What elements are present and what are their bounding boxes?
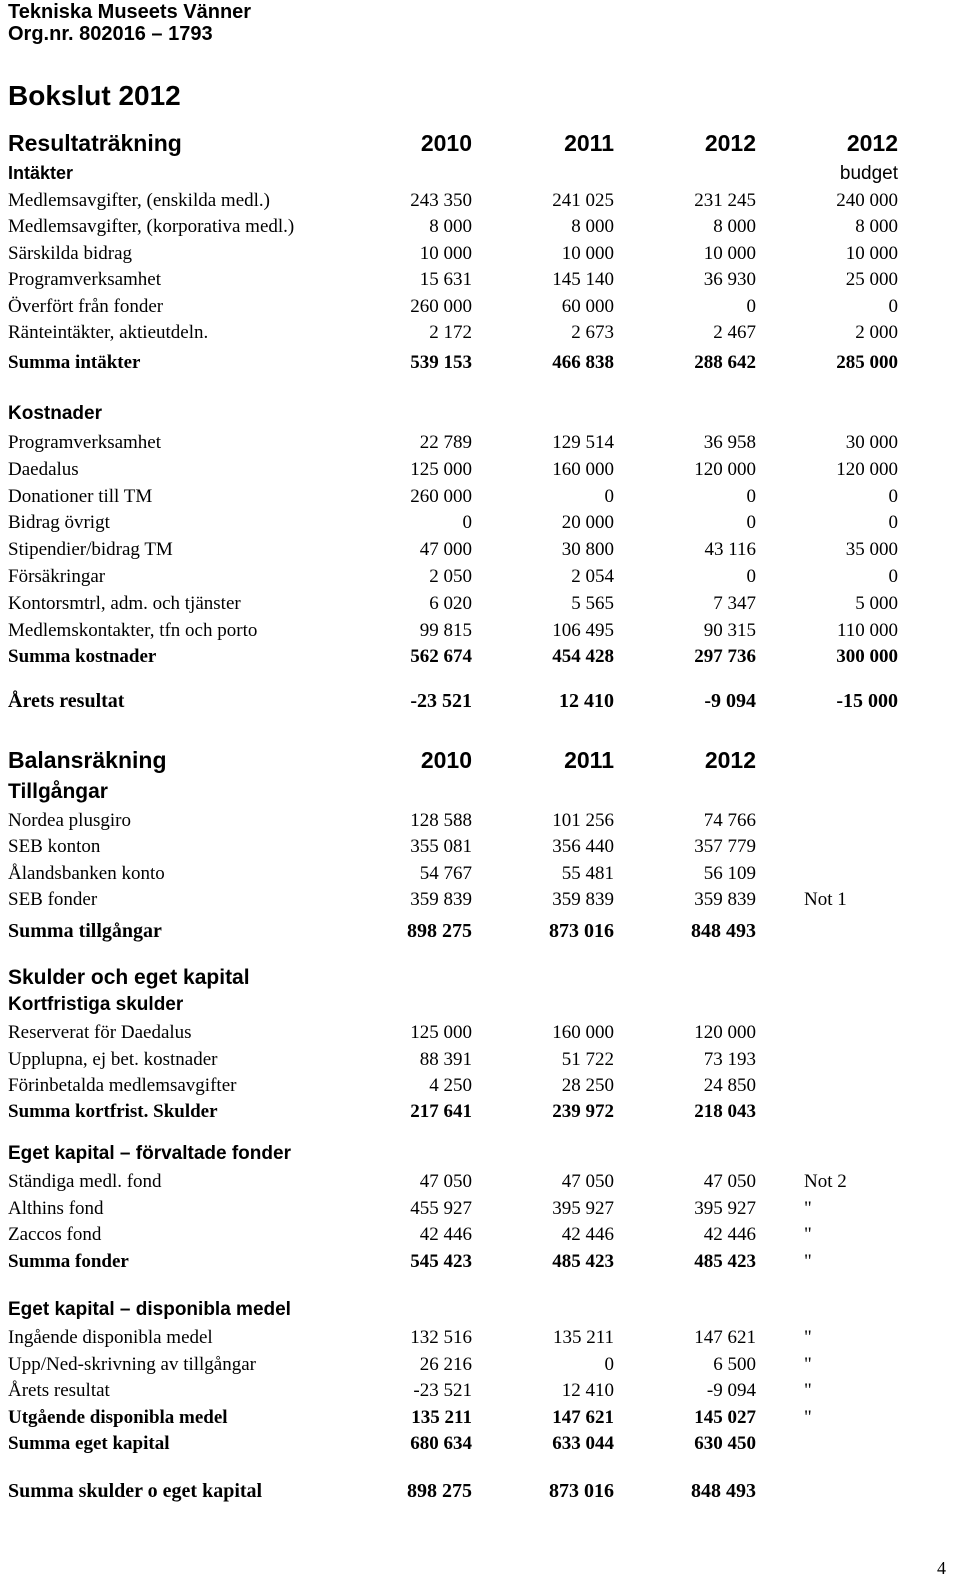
sum-row [8, 350, 948, 376]
cell-value: 873 016 [549, 1480, 614, 1502]
cell-value: 395 927 [552, 1197, 614, 1219]
cell-value: 0 [888, 566, 898, 587]
row-label: Summa fonder [8, 1251, 129, 1272]
tillgangar-label-text: Tillgångar [8, 780, 108, 803]
disponibla-label-text: Eget kapital – disponibla medel [8, 1299, 291, 1320]
cell-value: 36 958 [703, 432, 756, 453]
cell-value: 680 634 [410, 1433, 472, 1455]
cell-value: 30 800 [561, 539, 614, 561]
cell-value: 120 000 [694, 458, 756, 480]
year-label: 2012 [704, 130, 756, 156]
cell-value: 0 [746, 566, 756, 587]
cell-value: 355 081 [410, 836, 472, 858]
cell-value: 297 736 [694, 646, 756, 667]
row-note: " [804, 1251, 812, 1272]
row-label: Summa skulder o eget kapital [8, 1480, 263, 1502]
cell-value: 145 027 [694, 1406, 756, 1428]
row-label: Försäkringar [8, 566, 106, 587]
year-label: 2012 [846, 130, 898, 156]
table-row [8, 618, 948, 644]
cell-value: 285 000 [836, 352, 898, 373]
cell-value: 466 838 [552, 352, 614, 373]
cell-value: 12 410 [559, 690, 614, 712]
resultat-heading: Resultaträkning [8, 130, 182, 156]
cell-value: 55 481 [561, 862, 614, 884]
cell-value: 4 250 [429, 1075, 472, 1096]
table-row [8, 1047, 948, 1073]
table-row [8, 1073, 948, 1099]
year-label: 2011 [564, 747, 614, 773]
row-label: Zaccos fond [8, 1224, 102, 1245]
page-number: 4 [937, 1558, 946, 1578]
table-row [8, 887, 948, 913]
cell-value: 160 000 [552, 458, 614, 480]
cell-value: 2 467 [713, 322, 756, 343]
cell-value: 26 216 [419, 1353, 472, 1375]
table-row [8, 267, 948, 293]
row-label: Nordea plusgiro [8, 810, 131, 831]
table-row [8, 294, 948, 320]
cell-value: 73 193 [703, 1048, 756, 1070]
cell-value: 0 [746, 512, 756, 534]
row-label: Medlemsavgifter, (enskilda medl.) [8, 190, 270, 211]
table-row [8, 1405, 948, 1431]
cell-value: 47 050 [561, 1171, 614, 1192]
year-label: 2010 [420, 747, 472, 773]
cell-value: 630 450 [694, 1433, 756, 1455]
cell-value: 12 410 [561, 1380, 614, 1402]
table-row [8, 1325, 948, 1351]
skulder-label-text: Skulder och eget kapital [8, 966, 250, 989]
cell-value: 24 850 [703, 1075, 756, 1096]
row-label: Årets resultat [8, 1380, 110, 1402]
table-row [8, 188, 948, 214]
cell-value: 106 495 [552, 619, 614, 641]
sum-row [8, 644, 948, 670]
cell-value: 43 116 [704, 539, 756, 561]
cell-value: 99 815 [419, 619, 472, 641]
cell-value: 2 000 [855, 322, 898, 343]
kostnader-label [8, 403, 948, 429]
row-label: Daedalus [8, 458, 79, 480]
row-label: Programverksamhet [8, 269, 162, 291]
row-label: Donationer till TM [8, 485, 153, 507]
cell-value: 359 839 [552, 888, 614, 910]
cell-value: 90 315 [703, 619, 756, 641]
fonder-label-text: Eget kapital – förvaltade fonder [8, 1143, 291, 1164]
table-row [8, 591, 948, 617]
table-row [8, 1378, 948, 1404]
cell-value: 10 000 [845, 242, 898, 264]
table-row [8, 457, 948, 483]
kortfristiga-label-text: Kortfristiga skulder [8, 994, 184, 1015]
cell-value: 74 766 [703, 810, 756, 831]
cell-value: 243 350 [410, 190, 472, 211]
cell-value: 30 000 [845, 432, 898, 453]
row-label: Upp/Ned-skrivning av tillgångar [8, 1353, 257, 1375]
table-row [8, 537, 948, 563]
balans-header [8, 747, 948, 773]
row-label: Kontorsmtrl, adm. och tjänster [8, 592, 241, 614]
cell-value: 848 493 [691, 920, 756, 942]
table-row [8, 484, 948, 510]
cell-value: 0 [746, 485, 756, 507]
cell-value: 485 423 [552, 1251, 614, 1272]
table-row [8, 1431, 948, 1457]
table-row [8, 1352, 948, 1378]
cell-value: 47 000 [419, 539, 472, 561]
cell-value: 42 446 [419, 1224, 472, 1245]
cell-value: 873 016 [549, 920, 614, 942]
row-label: Stipendier/bidrag TM [8, 539, 173, 561]
row-label: Upplupna, ej bet. kostnader [8, 1048, 218, 1070]
cell-value: 359 839 [410, 888, 472, 910]
cell-value: 135 211 [411, 1406, 472, 1428]
row-label: Förinbetalda medlemsavgifter [8, 1075, 237, 1096]
row-note: Not 1 [804, 888, 847, 910]
row-label: Althins fond [8, 1197, 104, 1219]
year-label: 2012 [704, 747, 756, 773]
cell-value: 135 211 [552, 1327, 614, 1348]
result-row [8, 688, 948, 714]
cell-value: 5 000 [855, 592, 898, 614]
cell-value: -23 521 [413, 1380, 472, 1402]
cell-value: 8 000 [855, 216, 898, 238]
disponibla-label [8, 1299, 948, 1325]
cell-value: -9 094 [706, 1380, 756, 1402]
cell-value: 28 250 [561, 1075, 614, 1096]
table-row [8, 834, 948, 860]
cell-value: 288 642 [694, 352, 756, 373]
cell-value: 10 000 [419, 242, 472, 264]
cell-value: 54 767 [419, 862, 472, 884]
row-label: Ränteintäkter, aktieutdeln. [8, 322, 209, 343]
cell-value: 395 927 [694, 1197, 756, 1219]
cell-value: 160 000 [552, 1022, 614, 1043]
row-note: " [804, 1327, 812, 1348]
cell-value: 10 000 [561, 242, 614, 264]
sum-row [8, 918, 948, 944]
cell-value: 125 000 [410, 1022, 472, 1043]
cell-value: 300 000 [836, 646, 898, 667]
cell-value: 2 172 [429, 322, 472, 343]
cell-value: 47 050 [419, 1171, 472, 1192]
row-label: Utgående disponibla medel [8, 1406, 228, 1428]
year-label: 2011 [564, 130, 614, 156]
cell-value: 0 [888, 485, 898, 507]
balans-heading: Balansräkning [8, 747, 167, 773]
cell-value: 0 [462, 512, 472, 534]
cell-value: 147 621 [552, 1406, 614, 1428]
cell-value: 5 565 [571, 592, 614, 614]
resultat-header [8, 130, 948, 156]
row-note: " [804, 1224, 812, 1245]
cell-value: -15 000 [836, 690, 898, 712]
table-row [8, 1020, 948, 1046]
cell-value: 22 789 [419, 432, 472, 453]
document-title: Bokslut 2012 [8, 80, 181, 111]
row-note: " [804, 1406, 812, 1428]
cell-value: 120 000 [836, 458, 898, 480]
cell-value: 239 972 [552, 1101, 614, 1122]
table-row [8, 241, 948, 267]
fonder-label [8, 1143, 948, 1169]
table-row [8, 430, 948, 456]
cell-value: 101 256 [552, 810, 614, 831]
row-label: Summa kostnader [8, 646, 157, 667]
table-row [8, 214, 948, 240]
cell-value: 217 641 [410, 1101, 472, 1122]
cell-value: 20 000 [561, 512, 614, 534]
row-label: Programverksamhet [8, 432, 162, 453]
year-label: 2010 [420, 130, 472, 156]
row-label: SEB fonder [8, 888, 98, 910]
cell-value: 231 245 [694, 190, 756, 211]
cell-value: 7 347 [713, 592, 756, 614]
row-label: Reserverat för Daedalus [8, 1022, 192, 1043]
budget-label: budget [839, 163, 898, 184]
cell-value: 60 000 [561, 295, 614, 317]
table-row [8, 1169, 948, 1195]
cell-value: 8 000 [713, 216, 756, 238]
row-label: Summa kortfrist. Skulder [8, 1101, 218, 1122]
cell-value: 0 [888, 295, 898, 317]
cell-value: 0 [604, 485, 614, 507]
cell-value: 633 044 [552, 1433, 614, 1455]
row-note: " [804, 1197, 812, 1219]
row-label: Ingående disponibla medel [8, 1327, 213, 1348]
cell-value: 241 025 [552, 190, 614, 211]
cell-value: 2 050 [429, 566, 472, 587]
cell-value: 357 779 [694, 836, 756, 858]
org-number: Org.nr. 802016 – 1793 [8, 23, 213, 45]
cell-value: 455 927 [410, 1197, 472, 1219]
cell-value: 545 423 [410, 1251, 472, 1272]
cell-value: 539 153 [410, 352, 472, 373]
sum-row [8, 1478, 948, 1504]
cell-value: 110 000 [836, 619, 898, 641]
cell-value: 132 516 [410, 1327, 472, 1348]
cell-value: 218 043 [694, 1101, 756, 1122]
cell-value: 6 020 [429, 592, 472, 614]
cell-value: 42 446 [561, 1224, 614, 1245]
cell-value: 128 588 [410, 810, 472, 831]
row-label: Medlemsavgifter, (korporativa medl.) [8, 216, 295, 238]
sum-row [8, 1249, 948, 1275]
cell-value: 6 500 [713, 1353, 756, 1375]
cell-value: 10 000 [703, 242, 756, 264]
cell-value: 8 000 [571, 216, 614, 238]
cell-value: 454 428 [552, 646, 614, 667]
row-note: Not 2 [804, 1171, 847, 1192]
intakter-header [8, 163, 948, 189]
row-label: Ständiga medl. fond [8, 1171, 162, 1192]
kortfristiga-label [8, 994, 948, 1020]
table-row [8, 808, 948, 834]
kostnader-label-text: Kostnader [8, 403, 102, 424]
cell-value: 15 631 [419, 269, 472, 291]
row-label: Ålandsbanken konto [8, 862, 165, 884]
cell-value: 2 054 [571, 566, 614, 587]
cell-value: 485 423 [694, 1251, 756, 1272]
cell-value: 562 674 [410, 646, 472, 667]
row-label: Årets resultat [8, 690, 125, 712]
cell-value: 359 839 [694, 888, 756, 910]
row-label: SEB konton [8, 836, 101, 858]
cell-value: 88 391 [419, 1048, 472, 1070]
row-note: " [804, 1380, 812, 1402]
cell-value: 848 493 [691, 1480, 756, 1502]
row-label: Summa tillgångar [8, 920, 162, 942]
cell-value: 36 930 [703, 269, 756, 291]
cell-value: 125 000 [410, 458, 472, 480]
row-label: Summa intäkter [8, 352, 141, 373]
cell-value: 0 [888, 512, 898, 534]
cell-value: 120 000 [694, 1022, 756, 1043]
skulder-label [8, 966, 948, 992]
row-label: Medlemskontakter, tfn och porto [8, 619, 258, 641]
cell-value: 2 673 [571, 322, 614, 343]
table-row [8, 320, 948, 346]
cell-value: 356 440 [552, 836, 614, 858]
cell-value: 0 [604, 1353, 614, 1375]
org-name: Tekniska Museets Vänner [8, 1, 252, 23]
cell-value: 240 000 [836, 190, 898, 211]
cell-value: 129 514 [552, 432, 614, 453]
table-row [8, 510, 948, 536]
cell-value: 8 000 [429, 216, 472, 238]
cell-value: 47 050 [703, 1171, 756, 1192]
row-label: Bidrag övrigt [8, 512, 110, 534]
row-label: Summa eget kapital [8, 1433, 170, 1455]
cell-value: 35 000 [845, 539, 898, 561]
cell-value: 260 000 [410, 485, 472, 507]
row-label: Särskilda bidrag [8, 242, 133, 264]
cell-value: 145 140 [552, 269, 614, 291]
cell-value: 56 109 [703, 862, 756, 884]
cell-value: -9 094 [704, 690, 756, 712]
table-row [8, 861, 948, 887]
cell-value: 260 000 [410, 295, 472, 317]
cell-value: 42 446 [703, 1224, 756, 1245]
tillgangar-label [8, 780, 948, 806]
row-label: Överfört från fonder [8, 295, 164, 317]
cell-value: 898 275 [407, 1480, 472, 1502]
intakter-label: Intäkter [8, 163, 74, 183]
cell-value: 25 000 [845, 269, 898, 291]
cell-value: 147 621 [694, 1327, 756, 1348]
row-note: " [804, 1353, 812, 1375]
table-row [8, 1222, 948, 1248]
table-row [8, 1196, 948, 1222]
cell-value: 51 722 [561, 1048, 614, 1070]
sum-row [8, 1099, 948, 1125]
table-row [8, 564, 948, 590]
cell-value: -23 521 [410, 690, 472, 712]
cell-value: 898 275 [407, 920, 472, 942]
cell-value: 0 [746, 295, 756, 317]
